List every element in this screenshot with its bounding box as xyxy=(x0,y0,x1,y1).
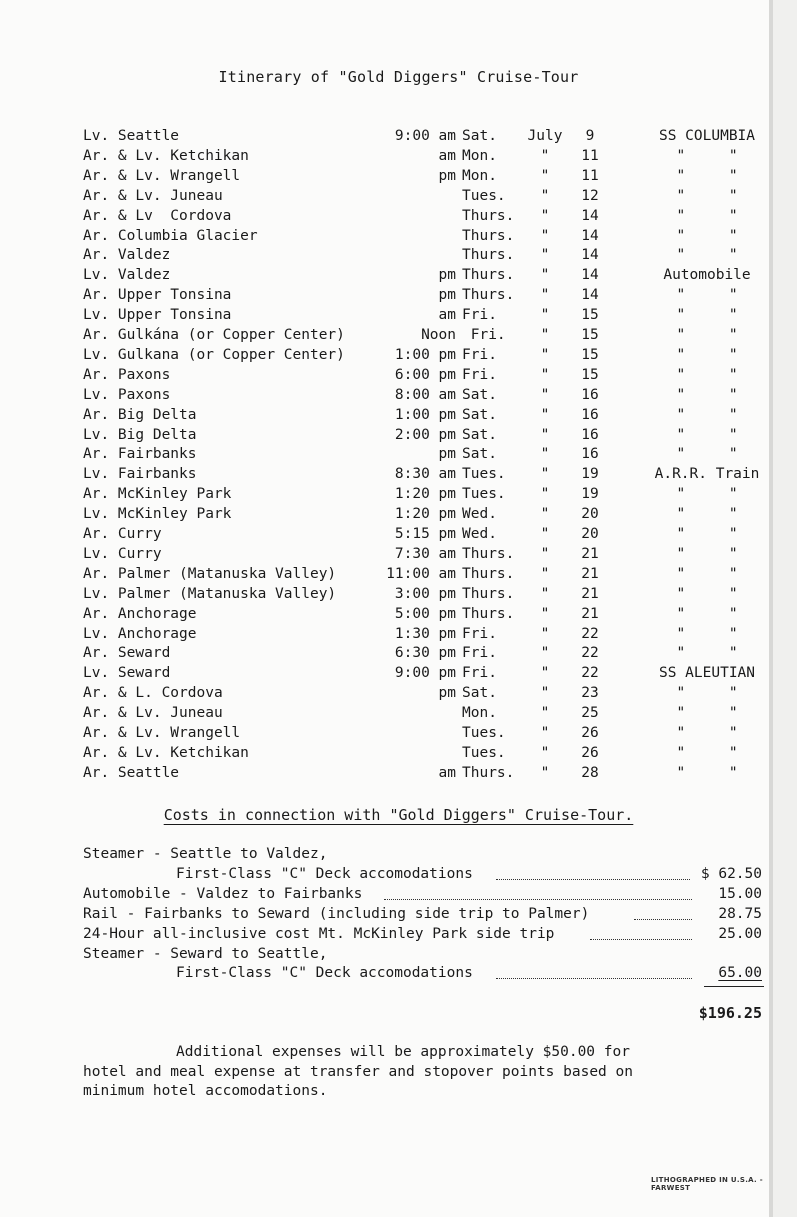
cost-auto-amount: 15.00 xyxy=(718,886,762,902)
itinerary-day: Sat. xyxy=(462,446,497,463)
itinerary-month: " xyxy=(540,307,550,324)
itinerary-transport: A.R.R. Train xyxy=(654,466,760,483)
itinerary-month: " xyxy=(540,506,550,523)
itinerary-place: Ar. & Lv Cordova xyxy=(83,207,232,224)
itinerary-month: " xyxy=(540,605,550,622)
itinerary-transport: " " xyxy=(676,167,738,184)
itinerary-transport: " " xyxy=(676,645,738,662)
itinerary-time: 9:00 pm xyxy=(394,665,456,682)
itinerary-place: Ar. & Lv. Wrangell xyxy=(83,167,241,184)
itinerary-date: 16 xyxy=(581,446,599,463)
itinerary-place: Ar. & Lv. Wrangell xyxy=(83,725,241,741)
itinerary-time: 6:30 pm xyxy=(394,645,456,662)
itinerary-date: 11 xyxy=(581,147,599,164)
itinerary-date: 16 xyxy=(581,386,599,403)
itinerary-transport: " " xyxy=(676,346,738,363)
itinerary-row xyxy=(0,307,797,327)
itinerary-date: 22 xyxy=(581,645,599,662)
cost-steamer1-sub: First-Class "C" Deck accomodations xyxy=(176,866,473,882)
itinerary-day: Mon. xyxy=(462,705,497,722)
itinerary-day: Mon. xyxy=(462,147,497,164)
itinerary-date: 12 xyxy=(581,187,599,204)
cost-steamer2-sub: First-Class "C" Deck accomodations xyxy=(176,965,473,981)
itinerary-day: Thurs. xyxy=(462,585,515,602)
itinerary-time: 11:00 am xyxy=(386,565,456,582)
itinerary-day: Fri. xyxy=(462,665,497,682)
itinerary-date: 20 xyxy=(581,506,599,523)
itinerary-date: 28 xyxy=(581,764,599,781)
itinerary-day: Fri. xyxy=(462,366,497,383)
itinerary-month: " xyxy=(540,645,550,662)
itinerary-row xyxy=(0,665,797,685)
itinerary-row xyxy=(0,486,797,506)
itinerary-time: 3:00 pm xyxy=(394,585,456,602)
itinerary-time: 1:00 pm xyxy=(394,406,456,423)
itinerary-place: Ar. McKinley Park xyxy=(83,486,232,503)
itinerary-month: " xyxy=(540,187,550,204)
itinerary-time: am xyxy=(438,307,456,324)
itinerary-row xyxy=(0,705,797,725)
itinerary-transport: " " xyxy=(676,486,738,503)
sum-rule xyxy=(704,986,764,987)
itinerary-day: Tues. xyxy=(462,486,506,503)
itinerary-date: 14 xyxy=(581,287,599,304)
itinerary-row xyxy=(0,685,797,705)
itinerary-transport: " " xyxy=(676,744,738,761)
leader-dots xyxy=(496,879,690,880)
itinerary-place: Ar. Anchorage xyxy=(83,605,197,622)
itinerary-place: Ar. Gulkána (or Copper Center) xyxy=(83,327,345,343)
itinerary-row xyxy=(0,168,797,188)
itinerary-month: " xyxy=(540,426,550,443)
itinerary-date: 14 xyxy=(581,227,599,244)
itinerary-time: 5:15 pm xyxy=(394,526,456,542)
itinerary-place: Lv. Upper Tonsina xyxy=(83,307,232,324)
itinerary-month: " xyxy=(540,764,550,781)
document-title: Itinerary of "Gold Diggers" Cruise-Tour xyxy=(218,68,579,86)
itinerary-month: " xyxy=(540,147,550,164)
itinerary-date: 15 xyxy=(581,327,599,343)
itinerary-row xyxy=(0,526,797,546)
itinerary-transport: " " xyxy=(676,307,738,324)
itinerary-time: 5:00 pm xyxy=(394,605,456,622)
itinerary-transport: " " xyxy=(676,287,738,304)
itinerary-place: Lv. Curry xyxy=(83,545,162,562)
itinerary-day: Thurs. xyxy=(462,605,515,622)
itinerary-row xyxy=(0,566,797,586)
itinerary-place: Lv. Palmer (Matanuska Valley) xyxy=(83,585,337,602)
itinerary-place: Ar. Palmer (Matanuska Valley) xyxy=(83,565,337,582)
itinerary-place: Ar. Seattle xyxy=(83,764,180,781)
itinerary-time: pm xyxy=(438,267,456,284)
itinerary-month: " xyxy=(540,406,550,423)
itinerary-row xyxy=(0,148,797,168)
itinerary-place: Lv. McKinley Park xyxy=(83,506,232,523)
itinerary-month: July xyxy=(527,128,563,144)
itinerary-month: " xyxy=(540,665,550,682)
itinerary-transport: " " xyxy=(676,187,738,204)
itinerary-transport: " " xyxy=(676,406,738,423)
itinerary-row xyxy=(0,208,797,228)
itinerary-date: 14 xyxy=(581,247,599,264)
itinerary-month: " xyxy=(540,625,550,642)
itinerary-day: Tues. xyxy=(462,744,506,761)
itinerary-place: Ar. Fairbanks xyxy=(83,446,197,463)
itinerary-day: Thurs. xyxy=(462,764,515,781)
itinerary-date: 20 xyxy=(581,526,599,542)
itinerary-month: " xyxy=(540,685,550,702)
itinerary-date: 14 xyxy=(581,267,599,284)
itinerary-transport: " " xyxy=(676,386,738,403)
itinerary-row xyxy=(0,765,797,785)
itinerary-time: Noon xyxy=(421,327,456,343)
itinerary-month: " xyxy=(540,267,550,284)
itinerary-day: Sat. xyxy=(462,128,497,144)
itinerary-transport: " " xyxy=(676,147,738,164)
itinerary-place: Lv. Valdez xyxy=(83,267,171,284)
itinerary-date: 16 xyxy=(581,426,599,443)
itinerary-date: 22 xyxy=(581,625,599,642)
itinerary-row xyxy=(0,446,797,466)
itinerary-place: Ar. Big Delta xyxy=(83,406,197,423)
itinerary-row xyxy=(0,725,797,745)
itinerary-transport: " " xyxy=(676,545,738,562)
itinerary-date: 19 xyxy=(581,466,599,483)
itinerary-month: " xyxy=(540,565,550,582)
itinerary-row xyxy=(0,407,797,427)
itinerary-transport: SS ALEUTIAN xyxy=(658,665,756,682)
itinerary-place: Lv. Paxons xyxy=(83,386,171,403)
itinerary-transport: " " xyxy=(676,764,738,781)
itinerary-date: 22 xyxy=(581,665,599,682)
itinerary-month: " xyxy=(540,247,550,264)
cost-steamer1-amount: $ 62.50 xyxy=(700,866,762,882)
itinerary-day: Thurs. xyxy=(462,267,515,284)
itinerary-month: " xyxy=(540,705,550,722)
itinerary-date: 26 xyxy=(581,725,599,741)
itinerary-date: 9 xyxy=(585,128,595,144)
itinerary-time: 1:00 pm xyxy=(394,346,456,363)
itinerary-place: Ar. & Lv. Ketchikan xyxy=(83,744,249,761)
itinerary-month: " xyxy=(540,327,550,343)
itinerary-row xyxy=(0,387,797,407)
itinerary-day: Fri. xyxy=(462,346,497,363)
itinerary-time: 1:30 pm xyxy=(394,625,456,642)
total-cost: $196.25 xyxy=(698,1004,762,1022)
itinerary-place: Ar. & Lv. Juneau xyxy=(83,187,223,204)
itinerary-row xyxy=(0,606,797,626)
note-line-1: Additional expenses will be approximately $50.00 for xyxy=(176,1044,630,1060)
itinerary-day: Fri. xyxy=(462,327,506,343)
itinerary-month: " xyxy=(540,346,550,363)
itinerary-date: 26 xyxy=(581,744,599,761)
cost-rail-amount: 28.75 xyxy=(718,906,762,922)
itinerary-date: 14 xyxy=(581,207,599,224)
itinerary-time: 1:20 pm xyxy=(394,506,456,523)
itinerary-row xyxy=(0,745,797,765)
note-line-3: minimum hotel accomodations. xyxy=(83,1083,328,1099)
itinerary-row xyxy=(0,287,797,307)
itinerary-place: Ar. Columbia Glacier xyxy=(83,227,258,244)
itinerary-day: Tues. xyxy=(462,725,506,741)
itinerary-time: 8:30 am xyxy=(394,466,456,483)
leader-dots xyxy=(634,919,692,920)
itinerary-day: Sat. xyxy=(462,685,497,702)
itinerary-row xyxy=(0,128,797,148)
itinerary-day: Sat. xyxy=(462,386,497,403)
lithograph-credit: LITHOGRAPHED IN U.S.A. - FARWEST xyxy=(651,1176,763,1192)
itinerary-transport: " " xyxy=(676,366,738,383)
itinerary-month: " xyxy=(540,486,550,503)
itinerary-date: 21 xyxy=(581,565,599,582)
itinerary-date: 25 xyxy=(581,705,599,722)
itinerary-transport: Automobile xyxy=(663,267,751,284)
itinerary-day: Mon. xyxy=(462,167,497,184)
leader-dots xyxy=(496,978,692,979)
itinerary-date: 21 xyxy=(581,605,599,622)
itinerary-day: Thurs. xyxy=(462,207,515,224)
itinerary-place: Ar. Paxons xyxy=(83,366,171,383)
cost-rail-label: Rail - Fairbanks to Seward (including side trip to Palmer) xyxy=(83,906,590,922)
itinerary-place: Lv. Gulkana (or Copper Center) xyxy=(83,346,345,363)
itinerary-transport: " " xyxy=(676,506,738,523)
itinerary-month: " xyxy=(540,207,550,224)
itinerary-transport: " " xyxy=(676,625,738,642)
itinerary-date: 11 xyxy=(581,167,599,184)
itinerary-place: Lv. Big Delta xyxy=(83,426,197,443)
itinerary-row xyxy=(0,228,797,248)
itinerary-row xyxy=(0,367,797,387)
leader-dots xyxy=(384,899,692,900)
itinerary-transport: " " xyxy=(676,227,738,244)
itinerary-day: Fri. xyxy=(462,625,497,642)
itinerary-place: Ar. Upper Tonsina xyxy=(83,287,232,304)
itinerary-transport: " " xyxy=(676,685,738,702)
itinerary-date: 21 xyxy=(581,545,599,562)
itinerary-row xyxy=(0,427,797,447)
itinerary-transport: " " xyxy=(676,526,738,542)
itinerary-row xyxy=(0,645,797,665)
itinerary-transport: SS COLUMBIA xyxy=(658,128,756,144)
itinerary-place: Lv. Anchorage xyxy=(83,625,197,642)
itinerary-place: Lv. Seattle xyxy=(83,128,180,144)
itinerary-row xyxy=(0,247,797,267)
itinerary-place: Ar. Seward xyxy=(83,645,171,662)
cost-auto-label: Automobile - Valdez to Fairbanks xyxy=(83,886,363,902)
itinerary-time: pm xyxy=(438,287,456,304)
itinerary-time: 7:30 am xyxy=(394,545,456,562)
itinerary-row xyxy=(0,327,797,347)
itinerary-place: Ar. & Lv. Ketchikan xyxy=(83,147,249,164)
itinerary-time: 1:20 pm xyxy=(394,486,456,503)
itinerary-date: 21 xyxy=(581,585,599,602)
itinerary-place: Ar. & Lv. Juneau xyxy=(83,705,223,722)
itinerary-day: Sat. xyxy=(462,406,497,423)
itinerary-place: Lv. Seward xyxy=(83,665,171,682)
itinerary-day: Wed. xyxy=(462,506,497,523)
cost-steamer2-label: Steamer - Seward to Seattle, xyxy=(83,946,328,962)
itinerary-time: am xyxy=(438,764,456,781)
itinerary-transport: " " xyxy=(676,585,738,602)
itinerary-row xyxy=(0,546,797,566)
itinerary-month: " xyxy=(540,167,550,184)
itinerary-month: " xyxy=(540,287,550,304)
itinerary-month: " xyxy=(540,446,550,463)
itinerary-month: " xyxy=(540,466,550,483)
itinerary-time: 9:00 am xyxy=(394,128,456,144)
itinerary-day: Thurs. xyxy=(462,247,515,264)
itinerary-transport: " " xyxy=(676,705,738,722)
itinerary-day: Fri. xyxy=(462,307,497,324)
itinerary-row xyxy=(0,347,797,367)
itinerary-day: Tues. xyxy=(462,187,506,204)
itinerary-time: pm xyxy=(438,685,456,702)
itinerary-time: 2:00 pm xyxy=(394,426,456,443)
itinerary-time: pm xyxy=(438,167,456,184)
itinerary-time: 8:00 am xyxy=(394,386,456,403)
itinerary-row xyxy=(0,267,797,287)
itinerary-place: Ar. Valdez xyxy=(83,247,171,264)
itinerary-day: Wed. xyxy=(462,526,497,542)
itinerary-month: " xyxy=(540,744,550,761)
cost-steamer1-label: Steamer - Seattle to Valdez, xyxy=(83,846,328,862)
itinerary-date: 15 xyxy=(581,307,599,324)
itinerary-transport: " " xyxy=(676,207,738,224)
note-line-2: hotel and meal expense at transfer and stopover points based on xyxy=(83,1064,633,1080)
itinerary-transport: " " xyxy=(676,327,738,343)
itinerary-day: Fri. xyxy=(462,645,497,662)
itinerary-month: " xyxy=(540,227,550,244)
itinerary-date: 15 xyxy=(581,346,599,363)
itinerary-transport: " " xyxy=(676,446,738,463)
itinerary-month: " xyxy=(540,545,550,562)
itinerary-day: Tues. xyxy=(462,466,506,483)
itinerary-transport: " " xyxy=(676,247,738,264)
itinerary-day: Thurs. xyxy=(462,545,515,562)
cost-steamer2-amount: 65.00 xyxy=(718,965,762,981)
itinerary-date: 23 xyxy=(581,685,599,702)
itinerary-row xyxy=(0,586,797,606)
itinerary-place: Lv. Fairbanks xyxy=(83,466,197,483)
itinerary-row xyxy=(0,466,797,486)
cost-park-amount: 25.00 xyxy=(718,926,762,942)
itinerary-time: 6:00 pm xyxy=(394,366,456,383)
costs-heading: Costs in connection with "Gold Diggers" Cruise-Tour. xyxy=(163,806,634,824)
itinerary-month: " xyxy=(540,386,550,403)
itinerary-time: pm xyxy=(438,446,456,463)
itinerary-place: Ar. Curry xyxy=(83,526,162,542)
itinerary-month: " xyxy=(540,366,550,383)
itinerary-day: Sat. xyxy=(462,426,497,443)
cost-park-label: 24-Hour all-inclusive cost Mt. McKinley Park side trip xyxy=(83,926,555,942)
itinerary-transport: " " xyxy=(676,605,738,622)
itinerary-row xyxy=(0,506,797,526)
itinerary-day: Thurs. xyxy=(462,287,515,304)
itinerary-time: am xyxy=(438,147,456,164)
itinerary-date: 15 xyxy=(581,366,599,383)
itinerary-transport: " " xyxy=(676,565,738,582)
itinerary-row xyxy=(0,188,797,208)
leader-dots xyxy=(590,939,692,940)
itinerary-month: " xyxy=(540,725,550,741)
itinerary-month: " xyxy=(540,585,550,602)
itinerary-month: " xyxy=(540,526,550,542)
itinerary-place: Ar. & L. Cordova xyxy=(83,685,223,702)
itinerary-date: 19 xyxy=(581,486,599,503)
itinerary-day: Thurs. xyxy=(462,227,515,244)
itinerary-date: 16 xyxy=(581,406,599,423)
itinerary-transport: " " xyxy=(676,426,738,443)
itinerary-row xyxy=(0,626,797,646)
itinerary-day: Thurs. xyxy=(462,565,515,582)
itinerary-transport: " " xyxy=(676,725,738,741)
